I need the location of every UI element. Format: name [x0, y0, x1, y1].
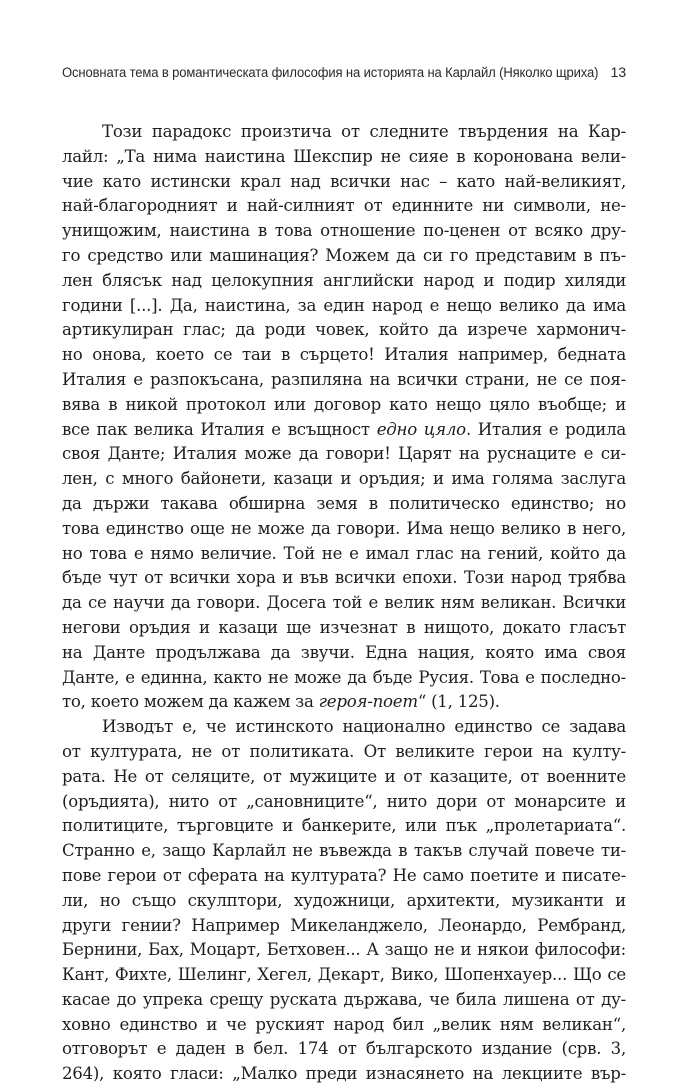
text-line: ли, но също скулптори, художници, архитекти, музиканти и — [62, 890, 626, 910]
text-line: Този парадокс произтича от следните твърдения на Кар- — [102, 122, 626, 141]
text-line: то, което можем да кажем за героя-поет“ (1, 125). — [62, 692, 500, 712]
text-line: но това е нямо величие. Той не е имал глас на гений, който да — [62, 543, 626, 563]
text-line: това единство още не може да говори. Има нещо велико в него, — [62, 518, 626, 538]
text-line: да държи такава обширна земя в политическо единство; но — [62, 493, 626, 513]
italic-phrase: едно цяло — [376, 419, 466, 439]
text-line: своя Данте; Италия може да говори! Царят на руснаците е си- — [62, 444, 626, 464]
text-line: все пак велика Италия е всъщност едно цяло. Италия е родила — [62, 419, 626, 439]
text-line: на Данте продължава да звучи. Една нация, която има своя — [62, 642, 626, 662]
text-line: ховно единство и че руският народ бил „велик ням великан“, — [62, 1014, 626, 1034]
text-line: лен блясък над целокупния английски народ и подир хиляди — [62, 270, 626, 290]
text-line: отговорът е даден в бел. 174 от българското издание (срв. 3, — [62, 1039, 626, 1059]
text-line: касае до упрека срещу руската държава, че била лишена от ду- — [62, 989, 626, 1009]
text-line: години [...]. Да, наистина, за един народ е нещо велико да има — [62, 295, 626, 315]
page-number: 13 — [610, 65, 626, 81]
text-line: вява в никой протокол или договор като нещо цяло въобще; и — [62, 394, 626, 414]
text-line: 264), която гласи: „Малко преди изнасянето на лекциите вър- — [62, 1064, 626, 1084]
text-line: чие като истински крал над всички нас – като най-великият, — [62, 171, 626, 191]
text-line: рата. Не от селяците, от мужиците и от казаците, от военните — [62, 766, 626, 786]
running-header — [62, 64, 626, 82]
header-title: Основната тема в романтическата философия на историята на Карлайл (Няколко щриха) — [62, 65, 599, 81]
italic-phrase: героя-поет — [318, 692, 418, 712]
text-line: Италия е разпокъсана, разпиляна на всички страни, не се поя- — [62, 369, 626, 389]
text-line: Изводът е, че истинското национално единство се задава — [102, 717, 626, 737]
text-line: но онова, което се таи в сърцето! Италия например, бедната — [62, 345, 626, 365]
text-line: други гении? Например Микеланджело, Леонардо, Рембранд, — [62, 915, 626, 935]
paragraph — [62, 715, 626, 1087]
text-line: бъде чут от всички хора и във всички епохи. Този народ трябва — [62, 568, 626, 588]
text-line: Данте, е единна, както не може да бъде Русия. Това е последно- — [62, 667, 626, 687]
text-line: политиците, търговците и банкерите, или пък „пролетариата“. — [62, 816, 626, 836]
text-line: негови оръдия и казаци ще изчезнат в нищото, докато гласът — [62, 617, 626, 637]
text-line: Странно е, защо Карлайл не въвежда в такъв случай повече ти- — [62, 841, 626, 861]
text-line: унищожим, наистина в това отношение по-ценен от всяко дру- — [62, 221, 626, 241]
text-line: артикулиран глас; да роди човек, който да изрече хармонич- — [62, 320, 626, 340]
paragraph — [62, 120, 626, 715]
text-line: Кант, Фихте, Шелинг, Хегел, Декарт, Вико, Шопенхауер... Що се — [62, 965, 626, 985]
text-line: да се научи да говори. Досега той е велик ням великан. Всички — [62, 593, 626, 613]
text-line: го средство или машинация? Можем да си го представим в пъ- — [62, 245, 626, 265]
text-line: (оръдията), нито от „сановниците“, нито дори от монарсите и — [62, 791, 626, 811]
text-line: лайл: „Та нима наистина Шекспир не сияе в коронована вели- — [62, 146, 626, 166]
text-line: пове герои от сферата на културата? Не само поетите и писате- — [62, 865, 626, 885]
text-line: най-благородният и най-силният от единните ни символи, не- — [62, 196, 626, 216]
body-text — [62, 120, 626, 1087]
text-line: от културата, не от политиката. От великите герои на култу- — [62, 741, 626, 761]
text-line: Бернини, Бах, Моцарт, Бетховен... А защо не и някои философи: — [62, 940, 626, 960]
text-line: лен, с много байонети, казаци и оръдия; и има голяма заслуга — [62, 469, 626, 489]
